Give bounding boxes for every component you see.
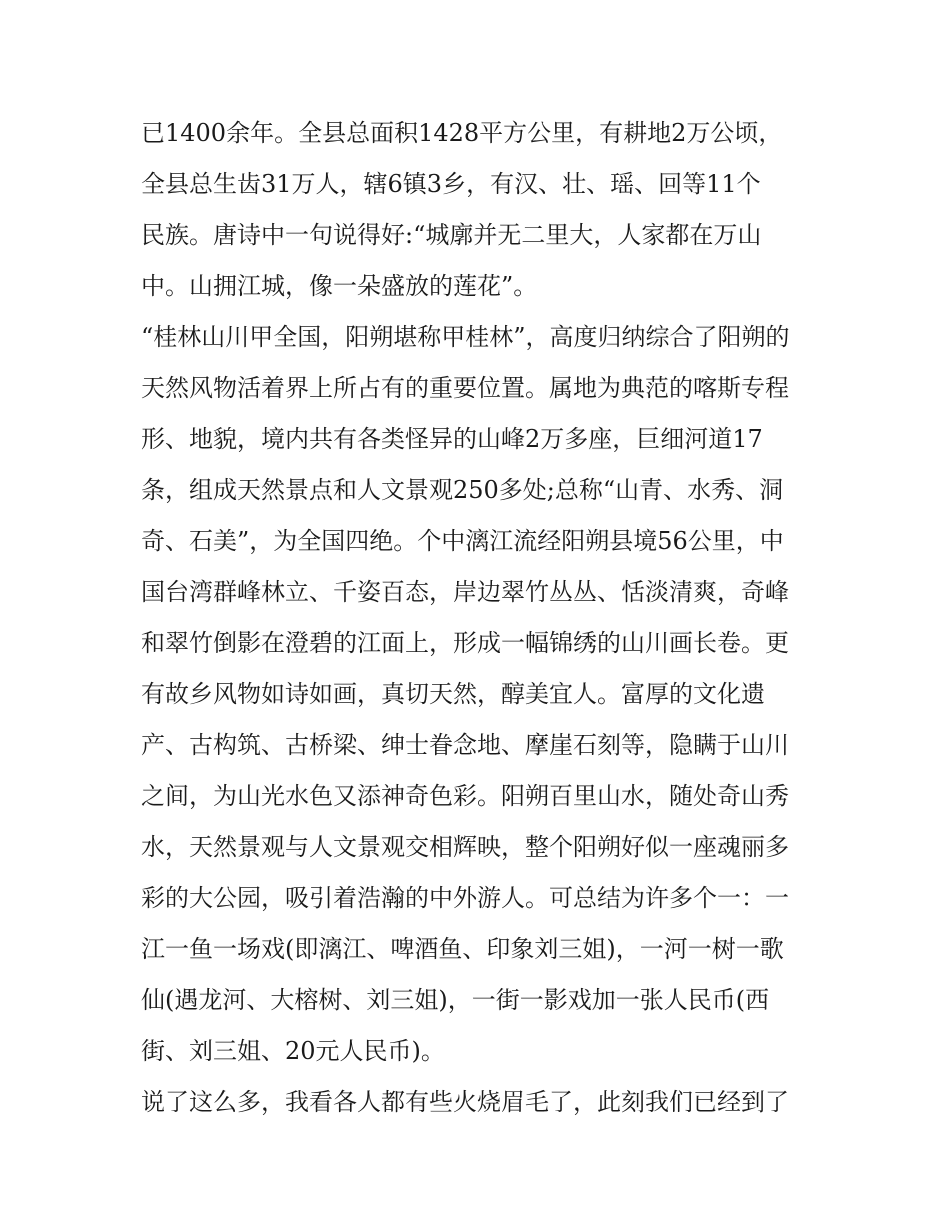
body-text	[141, 108, 821, 1128]
text-line: 中。山拥江城，像一朵盛放的莲花”。	[141, 272, 538, 300]
text-line: 江一鱼一场戏(即漓江、啤酒鱼、印象刘三姐)，一河一树一歌	[141, 935, 784, 963]
text-line: 天然风物活着界上所占有的重要位置。属地为典范的喀斯专程	[141, 374, 789, 402]
text-line: 街、刘三姐、20元人民币)。	[141, 1037, 445, 1065]
text-line: 彩的大公园，吸引着浩瀚的中外游人。可总结为许多个一：一	[141, 884, 789, 912]
text-line: 和翠竹倒影在澄碧的江面上，形成一幅锦绣的山川画长卷。更	[141, 629, 789, 657]
text-line: 形、地貌，境内共有各类怪异的山峰2万多座，巨细河道17	[141, 425, 763, 453]
text-line: 之间，为山光水色又添神奇色彩。阳朔百里山水，随处奇山秀	[141, 782, 789, 810]
text-line: 水，天然景观与人文景观交相辉映，整个阳朔好似一座魂丽多	[141, 833, 789, 861]
text-line: 国台湾群峰林立、千姿百态，岸边翠竹丛丛、恬淡清爽，奇峰	[141, 578, 789, 606]
text-line: 条，组成天然景点和人文景观250多处;总称“山青、水秀、洞	[141, 476, 784, 504]
text-line: 说了这么多，我看各人都有些火烧眉毛了，此刻我们已经到了	[141, 1088, 789, 1116]
text-line: “桂林山川甲全国，阳朔堪称甲桂林”，高度归纳综合了阳朔的	[141, 323, 790, 351]
text-line: 奇、石美”，为全国四绝。个中漓江流经阳朔县境56公里，中	[141, 527, 784, 555]
text-line: 全县总生齿31万人，辖6镇3乡，有汉、壮、瑶、回等11个	[141, 170, 761, 198]
text-line: 产、古构筑、古桥梁、绅士眷念地、摩崖石刻等，隐瞒于山川	[141, 731, 789, 759]
text-line: 有故乡风物如诗如画，真切天然，醇美宜人。富厚的文化遗	[141, 680, 765, 708]
text-line: 已1400余年。全县总面积1428平方公里，有耕地2万公顷，	[141, 119, 783, 147]
text-line: 民族。唐诗中一句说得好:“城廓并无二里大，人家都在万山	[141, 221, 762, 249]
text-line: 仙(遇龙河、大榕树、刘三姐)，一街一影戏加一张人民币(西	[141, 986, 770, 1014]
